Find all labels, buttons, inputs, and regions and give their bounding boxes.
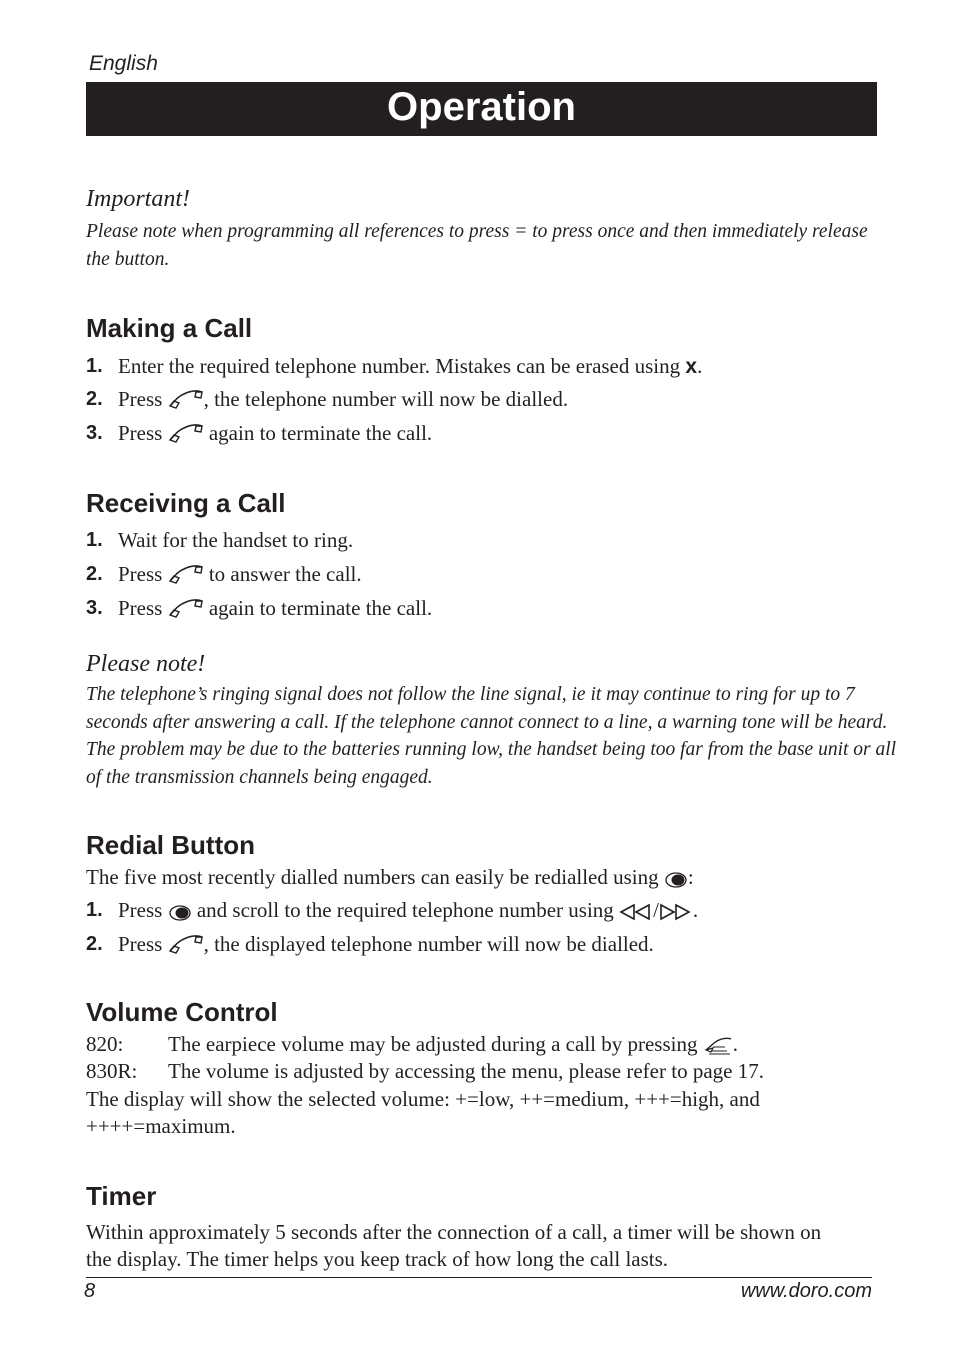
note-line: The problem may be due to the batteries running low, the handset being too far from the base unit or all (86, 739, 897, 760)
scroll-right-icon (659, 901, 693, 927)
receiving-call-heading: Receiving a Call (86, 488, 286, 518)
redial-heading: Redial Button (86, 830, 255, 860)
please-note-heading: Please note! (86, 651, 206, 677)
volume-model-830r: 830R: (86, 1059, 138, 1083)
handset-icon (168, 563, 204, 591)
volume-icon (703, 1035, 733, 1061)
note-line: of the transmission channels being engaged. (86, 766, 433, 788)
timer-line: the display. The timer helps you keep track of how long the call lasts. (86, 1247, 669, 1271)
page-title: Operation (387, 85, 576, 129)
website-link[interactable]: www.doro.com (740, 1280, 872, 1302)
volume-row-830r: The volume is adjusted by accessing the menu, please refer to page 17. (168, 1059, 764, 1083)
volume-model-820: 820: (86, 1032, 124, 1056)
handset-icon (168, 388, 204, 416)
footer-divider (86, 1277, 872, 1278)
redial-icon (664, 868, 688, 894)
important-line: the button. (86, 248, 170, 270)
language-label: English (89, 52, 158, 75)
making-call-heading: Making a Call (86, 313, 253, 343)
erase-key: x (685, 355, 698, 378)
important-line: Please note when programming all references to press = to press once and then immediately release (86, 221, 868, 242)
volume-heading: Volume Control (86, 997, 278, 1027)
page-number: 8 (84, 1280, 96, 1302)
scroll-left-icon (619, 901, 653, 927)
please-note-body (86, 681, 897, 791)
handset-icon (168, 933, 204, 961)
note-line: The telephone’s ringing signal does not follow the line signal, ie it may continue to ring for up to 7 (86, 684, 855, 705)
step-number: 1. (86, 355, 103, 377)
timer-heading: Timer (86, 1181, 157, 1211)
volume-line: The display will show the selected volume: +=low, ++=medium, +++=high, and (86, 1087, 760, 1111)
important-heading: Important! (86, 186, 190, 212)
handset-icon (168, 422, 204, 450)
volume-line: ++++=maximum. (86, 1114, 236, 1138)
volume-row-820: The earpiece volume may be adjusted during a call by pressing . (168, 1032, 738, 1061)
note-line: seconds after answering a call. If the telephone cannot connect to a line, a warning tone will be heard. (86, 711, 888, 733)
title-bar (86, 82, 877, 136)
handset-icon (168, 597, 204, 625)
redial-icon (168, 901, 192, 927)
redial-intro: The five most recently dialled numbers can easily be redialled using : (86, 864, 694, 894)
timer-line: Within approximately 5 seconds after the connection of a call, a timer will be shown on (86, 1220, 822, 1244)
important-note (86, 218, 876, 273)
